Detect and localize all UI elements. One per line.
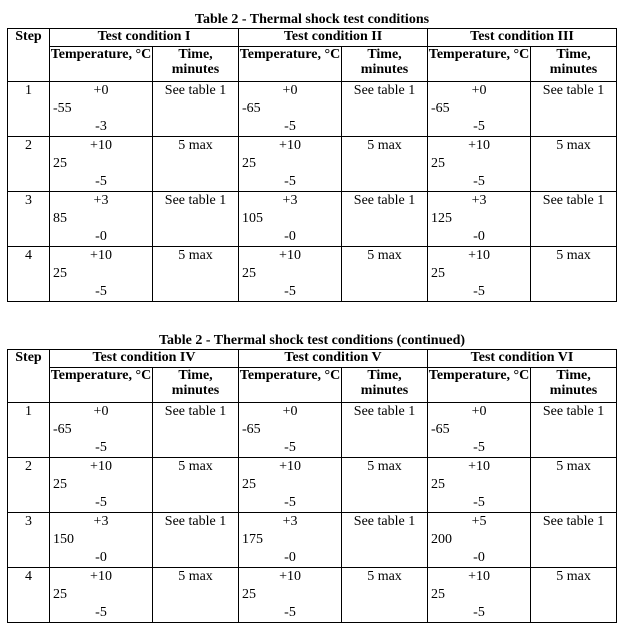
upper-tolerance: +0 (471, 404, 487, 419)
temperature-cell (428, 137, 531, 192)
base-temperature: -65 (431, 101, 450, 116)
step-cell: 3 (8, 192, 50, 247)
lower-tolerance: -5 (284, 440, 296, 455)
base-temperature: -65 (431, 422, 450, 437)
temperature-cell (239, 82, 342, 137)
base-temperature: 105 (242, 211, 263, 226)
lower-tolerance: -5 (473, 284, 485, 299)
upper-tolerance: +3 (471, 193, 487, 208)
step-cell: 4 (8, 247, 50, 302)
table-2-caption: Table 2 - Thermal shock test conditions (continued) (158, 333, 466, 348)
temperature-header: Temperature, °C (50, 368, 153, 403)
time-cell: See table 1 (342, 403, 428, 458)
lower-tolerance: -0 (473, 550, 485, 565)
base-temperature: 25 (53, 266, 67, 281)
upper-tolerance: +3 (93, 514, 109, 529)
lower-tolerance: -5 (473, 119, 485, 134)
lower-tolerance: -5 (284, 495, 296, 510)
time-cell: 5 max (531, 568, 617, 623)
temperature-cell (50, 458, 153, 513)
table-row (8, 403, 617, 458)
table-2 (7, 349, 617, 623)
time-header: Time, minutes (531, 368, 617, 403)
time-cell: 5 max (531, 458, 617, 513)
time-cell: See table 1 (531, 192, 617, 247)
table-row (8, 247, 617, 302)
time-header: Time, minutes (153, 47, 239, 82)
time-cell: 5 max (342, 247, 428, 302)
condition-header: Test condition III (428, 29, 617, 47)
temperature-cell (50, 403, 153, 458)
time-cell: 5 max (153, 247, 239, 302)
temperature-header: Temperature, °C (428, 368, 531, 403)
temperature-cell (239, 137, 342, 192)
time-header: Time, minutes (531, 47, 617, 82)
time-cell: See table 1 (153, 513, 239, 568)
upper-tolerance: +10 (90, 569, 112, 584)
upper-tolerance: +3 (93, 193, 109, 208)
base-temperature: 25 (431, 156, 446, 171)
base-temperature: 25 (242, 477, 257, 492)
time-cell: 5 max (153, 568, 239, 623)
base-temperature: 25 (53, 156, 67, 171)
base-temperature: 25 (53, 587, 67, 602)
upper-tolerance: +10 (468, 569, 490, 584)
lower-tolerance: -5 (473, 174, 485, 189)
base-temperature: -65 (53, 422, 72, 437)
upper-tolerance: +5 (471, 514, 487, 529)
temperature-cell (239, 247, 342, 302)
base-temperature: -55 (53, 101, 72, 116)
time-cell: 5 max (153, 458, 239, 513)
base-temperature: 25 (53, 477, 67, 492)
lower-tolerance: -5 (284, 119, 296, 134)
lower-tolerance: -5 (284, 284, 296, 299)
table-row (8, 513, 617, 568)
temperature-cell (50, 192, 153, 247)
time-cell: 5 max (531, 137, 617, 192)
condition-header: Test condition V (239, 350, 428, 368)
time-cell: See table 1 (531, 82, 617, 137)
table-row (8, 458, 617, 513)
temperature-cell (428, 247, 531, 302)
step-cell: 1 (8, 403, 50, 458)
base-temperature: 25 (431, 477, 446, 492)
lower-tolerance: -5 (473, 605, 485, 620)
temperature-cell (428, 513, 531, 568)
temperature-header: Temperature, °C (50, 47, 153, 82)
time-header: Time, minutes (153, 368, 239, 403)
temperature-cell (50, 137, 153, 192)
condition-header: Test condition IV (50, 350, 239, 368)
table-1-caption: Table 2 - Thermal shock test conditions (194, 12, 430, 27)
upper-tolerance: +10 (90, 248, 112, 263)
upper-tolerance: +10 (468, 248, 490, 263)
time-cell: See table 1 (153, 403, 239, 458)
temperature-cell (50, 82, 153, 137)
lower-tolerance: -5 (95, 440, 107, 455)
upper-tolerance: +10 (90, 138, 112, 153)
base-temperature: 125 (431, 211, 453, 226)
temperature-cell (50, 568, 153, 623)
lower-tolerance: -5 (95, 495, 107, 510)
upper-tolerance: +0 (93, 83, 109, 98)
time-cell: See table 1 (342, 513, 428, 568)
temperature-cell (50, 513, 153, 568)
step-header: Step (8, 29, 50, 82)
base-temperature: 25 (242, 156, 256, 171)
lower-tolerance: -0 (473, 229, 485, 244)
time-cell: 5 max (153, 137, 239, 192)
temperature-header: Temperature, °C (428, 47, 531, 82)
base-temperature: 25 (431, 266, 446, 281)
condition-header: Test condition I (50, 29, 239, 47)
temperature-cell (239, 513, 342, 568)
table-1-container (7, 12, 617, 302)
upper-tolerance: +0 (93, 404, 109, 419)
upper-tolerance: +10 (468, 138, 490, 153)
table-2-container (7, 333, 617, 623)
temperature-cell (50, 247, 153, 302)
table-1 (7, 28, 617, 302)
table-row (8, 192, 617, 247)
lower-tolerance: -0 (284, 550, 296, 565)
lower-tolerance: -0 (284, 229, 296, 244)
time-cell: See table 1 (342, 82, 428, 137)
temperature-cell (239, 403, 342, 458)
lower-tolerance: -5 (95, 284, 107, 299)
step-cell: 3 (8, 513, 50, 568)
temperature-cell (428, 568, 531, 623)
upper-tolerance: +0 (282, 404, 298, 419)
time-cell: 5 max (531, 247, 617, 302)
base-temperature: -65 (242, 422, 261, 437)
table-row (8, 568, 617, 623)
temperature-cell (428, 82, 531, 137)
upper-tolerance: +0 (471, 83, 487, 98)
time-cell: See table 1 (531, 513, 617, 568)
temperature-cell (239, 192, 342, 247)
lower-tolerance: -0 (95, 229, 107, 244)
step-cell: 2 (8, 458, 50, 513)
temperature-cell (428, 458, 531, 513)
upper-tolerance: +10 (279, 569, 301, 584)
lower-tolerance: -3 (95, 119, 107, 134)
step-header: Step (8, 350, 50, 403)
time-cell: See table 1 (153, 192, 239, 247)
upper-tolerance: +10 (468, 459, 490, 474)
base-temperature: 200 (431, 532, 453, 547)
lower-tolerance: -5 (473, 440, 485, 455)
temperature-cell (239, 458, 342, 513)
base-temperature: 25 (242, 266, 256, 281)
step-cell: 1 (8, 82, 50, 137)
base-temperature: 150 (53, 532, 74, 547)
table-row (8, 82, 617, 137)
temperature-cell (428, 192, 531, 247)
upper-tolerance: +10 (279, 459, 301, 474)
time-cell: 5 max (342, 137, 428, 192)
time-cell: 5 max (342, 568, 428, 623)
upper-tolerance: +3 (282, 514, 298, 529)
lower-tolerance: -5 (284, 605, 296, 620)
upper-tolerance: +3 (282, 193, 298, 208)
step-cell: 2 (8, 137, 50, 192)
time-cell: 5 max (342, 458, 428, 513)
condition-header: Test condition II (239, 29, 428, 47)
lower-tolerance: -5 (95, 174, 107, 189)
lower-tolerance: -0 (95, 550, 107, 565)
time-cell: See table 1 (531, 403, 617, 458)
temperature-header: Temperature, °C (239, 368, 342, 403)
upper-tolerance: +10 (90, 459, 112, 474)
time-header: Time, minutes (342, 47, 428, 82)
temperature-cell (239, 568, 342, 623)
temperature-cell (428, 403, 531, 458)
base-temperature: 175 (242, 532, 264, 547)
table-row (8, 137, 617, 192)
base-temperature: 25 (242, 587, 257, 602)
time-header: Time, minutes (342, 368, 428, 403)
lower-tolerance: -5 (284, 174, 296, 189)
upper-tolerance: +10 (279, 138, 301, 153)
time-cell: See table 1 (342, 192, 428, 247)
upper-tolerance: +10 (279, 248, 301, 263)
lower-tolerance: -5 (473, 495, 485, 510)
temperature-header: Temperature, °C (239, 47, 342, 82)
base-temperature: 85 (53, 211, 67, 226)
time-cell: See table 1 (153, 82, 239, 137)
base-temperature: -65 (242, 101, 261, 116)
upper-tolerance: +0 (282, 83, 298, 98)
step-cell: 4 (8, 568, 50, 623)
lower-tolerance: -5 (95, 605, 107, 620)
base-temperature: 25 (431, 587, 446, 602)
condition-header: Test condition VI (428, 350, 617, 368)
